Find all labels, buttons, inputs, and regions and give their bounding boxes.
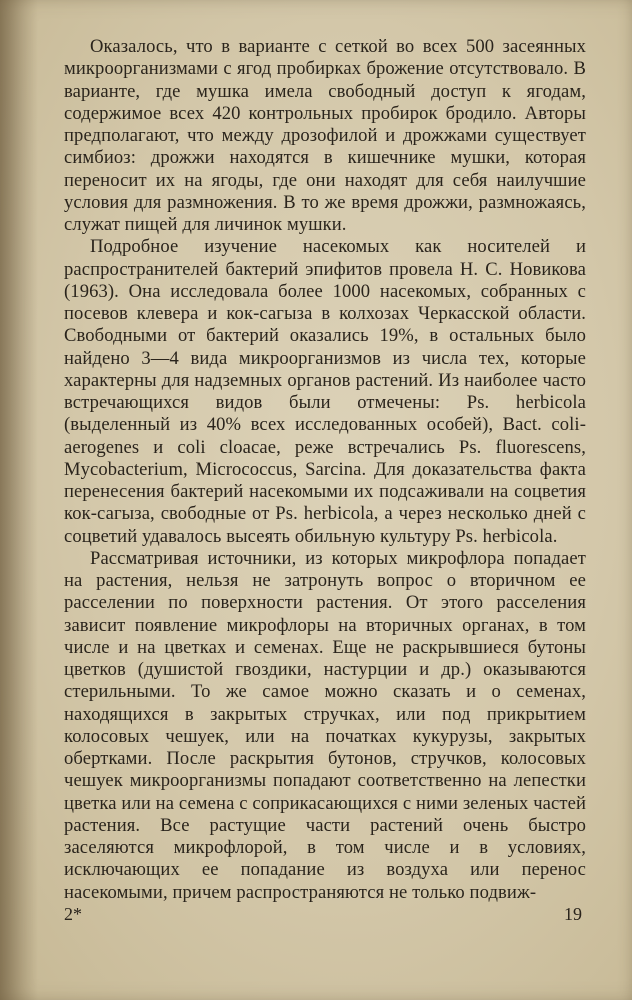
paragraph-2: Подробное изучение насекомых как носителей и распространителей бактерий эпифитов провела Н. С. Новикова (1963). Она исследовала более 1000 насекомых, собранных с посевов клевера и кок-сагыза в колхозах Черкасской области. Свободными от бактерий оказались 19%, в остальных было найдено 3—4 вида микроорганизмов из числа тех, которые характерны для надземных органов растений. Из наиболее часто встречающихся видов были отмечены: Ps. herbicola (выделенный из 40% всех исследованных особей), Bact. coli-aerogenes и coli cloacae, реже встречались Ps. fluorescens, Mycobacterium, Micrococcus, Sarcina. Для доказательства факта перенесения бактерий насекомыми их подсаживали на соцветия кок-сагыза, свободные от Ps. herbicola, а через несколько дней с соцветий удавалось высеять обильную культуру Ps. herbicola. [64, 236, 586, 547]
binding-gutter-shadow [0, 0, 38, 1000]
paragraph-3: Рассматривая источники, из которых микрофлора попадает на растения, нельзя не затронуть вопрос о вторичном ее расселении по поверхности растения. От этого расселения зависит появление микрофлоры на вторичных органах, в том числе и на цветках и семенах. Еще не раскрывшиеся бутоны цветков (душистой гвоздики, настурции и др.) оказываются стерильными. То же самое можно сказать и о семенах, находящихся в закрытых стручках, или под прикрытием колосовых чешуек, или на початках кукурузы, закрытых обертками. После раскрытия бутонов, стручков, колосовых чешуек микроорганизмы попадают соответственно на лепестки цветка или на семена с соприкасающихся с ними зеленых частей растения. Все растущие части растений очень быстро заселяются микрофлорой, в том числе и в условиях, исключающих ее попадание из воздуха или перенос насекомыми, причем распространяются не только подвиж- [64, 547, 586, 903]
page-footer [64, 904, 586, 928]
body-text [64, 36, 586, 904]
page-number: 19 [564, 904, 582, 924]
signature-mark: 2* [64, 904, 82, 924]
paragraph-1: Оказалось, что в варианте с сеткой во всех 500 засеянных микроорганизмами с ягод пробирках брожение отсутствовало. В варианте, где мушка имела свободный доступ к ягодам, содержимое всех 420 контрольных пробирок бродило. Авторы предполагают, что между дрозофилой и дрожжами существует симбиоз: дрожжи находятся в кишечнике мушки, которая переносит их на ягоды, где они находят для себя наилучшие условия для размножения. В то же время дрожжи, размножаясь, служат пищей для личинок мушки. [64, 36, 586, 235]
